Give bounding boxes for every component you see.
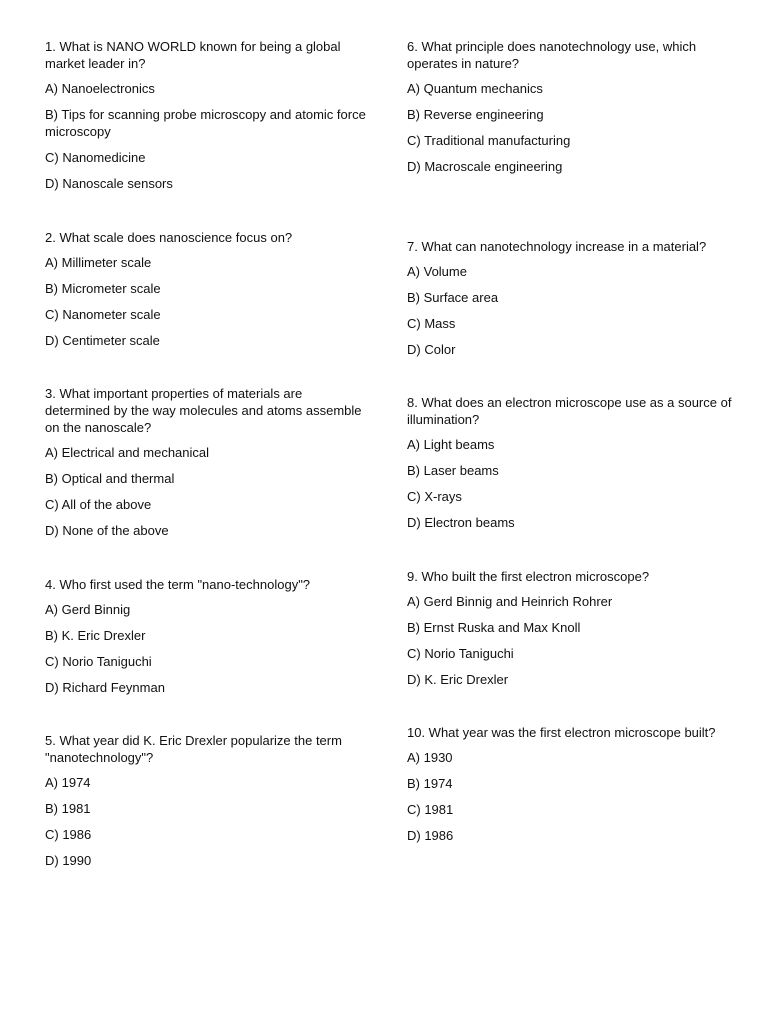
option-c: C) Norio Taniguchi xyxy=(45,654,152,669)
option-a: A) Gerd Binnig and Heinrich Rohrer xyxy=(407,594,613,609)
option-a: A) Electrical and mechanical xyxy=(45,445,210,460)
question-2 xyxy=(45,229,370,358)
option-d: D) 1990 xyxy=(45,853,92,868)
question-8 xyxy=(407,394,732,540)
option-a: A) Volume xyxy=(407,264,467,279)
question-text: 2. What scale does nanoscience focus on? xyxy=(45,230,293,245)
option-a: A) Gerd Binnig xyxy=(45,602,131,617)
question-10 xyxy=(407,724,732,853)
option-d: D) K. Eric Drexler xyxy=(407,672,509,687)
question-text: 5. What year did K. Eric Drexler popularize the term "nanotechnology"? xyxy=(45,733,342,765)
option-d: D) Electron beams xyxy=(407,515,515,530)
option-a: A) 1974 xyxy=(45,775,91,790)
option-c: C) Mass xyxy=(407,316,456,331)
option-c: C) X-rays xyxy=(407,489,462,504)
question-3 xyxy=(45,385,370,548)
option-c: C) Nanomedicine xyxy=(45,150,146,165)
option-c: C) 1981 xyxy=(407,802,454,817)
question-text: 8. What does an electron microscope use as a source of illumination? xyxy=(407,395,732,427)
option-b: B) 1981 xyxy=(45,801,91,816)
option-d: D) Nanoscale sensors xyxy=(45,176,173,191)
option-d: D) Centimeter scale xyxy=(45,333,160,348)
question-text: 9. Who built the first electron microscope? xyxy=(407,569,650,584)
option-b: B) Optical and thermal xyxy=(45,471,175,486)
option-a: A) Quantum mechanics xyxy=(407,81,543,96)
option-d: D) Richard Feynman xyxy=(45,680,165,695)
option-c: C) Norio Taniguchi xyxy=(407,646,514,661)
question-text: 6. What principle does nanotechnology use, which operates in nature? xyxy=(407,39,697,71)
option-d: D) Macroscale engineering xyxy=(407,159,563,174)
option-b: B) Micrometer scale xyxy=(45,281,161,296)
option-c: C) Nanometer scale xyxy=(45,307,161,322)
question-text: 7. What can nanotechnology increase in a material? xyxy=(407,239,707,254)
question-text: 3. What important properties of materials are determined by the way molecules and atoms assemble on the nanoscale? xyxy=(45,386,362,435)
option-a: A) Nanoelectronics xyxy=(45,81,155,96)
option-c: C) Traditional manufacturing xyxy=(407,133,571,148)
option-d: D) 1986 xyxy=(407,828,454,843)
question-text: 10. What year was the first electron microscope built? xyxy=(407,725,716,740)
option-b: B) Surface area xyxy=(407,290,499,305)
option-c: C) 1986 xyxy=(45,827,92,842)
question-4 xyxy=(45,576,370,705)
question-6 xyxy=(407,38,732,184)
option-a: A) Light beams xyxy=(407,437,495,452)
question-1 xyxy=(45,38,370,201)
option-a: A) 1930 xyxy=(407,750,453,765)
option-a: A) Millimeter scale xyxy=(45,255,152,270)
option-d: D) None of the above xyxy=(45,523,169,538)
option-b: B) 1974 xyxy=(407,776,453,791)
option-b: B) Ernst Ruska and Max Knoll xyxy=(407,620,581,635)
question-text: 4. Who first used the term "nano-technology"? xyxy=(45,577,311,592)
question-7 xyxy=(407,238,732,367)
question-text: 1. What is NANO WORLD known for being a global market leader in? xyxy=(45,39,341,71)
option-d: D) Color xyxy=(407,342,456,357)
option-b: B) Laser beams xyxy=(407,463,499,478)
question-9 xyxy=(407,568,732,697)
option-b: B) Tips for scanning probe microscopy and atomic force microscopy xyxy=(45,107,366,139)
option-b: B) K. Eric Drexler xyxy=(45,628,146,643)
option-b: B) Reverse engineering xyxy=(407,107,544,122)
option-c: C) All of the above xyxy=(45,497,152,512)
question-5 xyxy=(45,732,370,878)
